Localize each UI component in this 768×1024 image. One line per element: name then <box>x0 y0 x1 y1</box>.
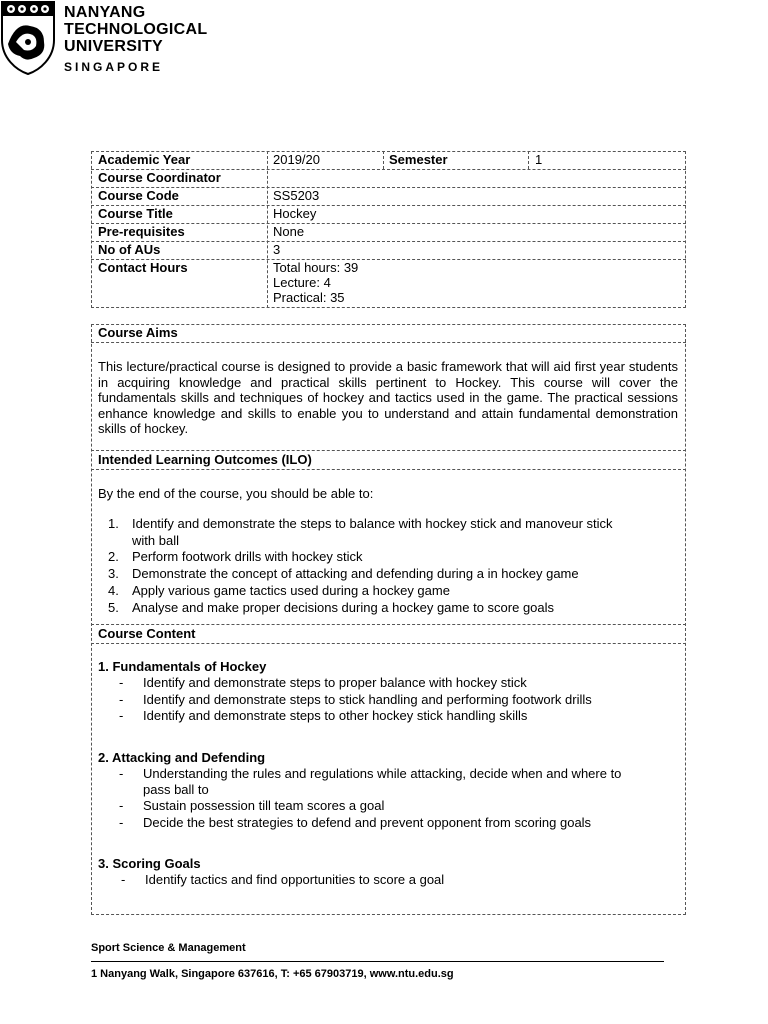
ilo-item-number: 3. <box>108 566 119 581</box>
ilo-item-continuation: with ball <box>132 533 179 548</box>
logo-line-2: TECHNOLOGICAL <box>64 21 208 38</box>
ilo-item: Identify and demonstrate the steps to balance with hockey stick and manoveur stick <box>132 516 613 531</box>
footer-department: Sport Science & Management <box>91 942 246 954</box>
ilo-heading: Intended Learning Outcomes (ILO) <box>98 452 312 467</box>
course-title-value: Hockey <box>273 206 317 221</box>
content-section-title: 1. Fundamentals of Hockey <box>98 659 267 674</box>
logo-line-4: SINGAPORE <box>64 60 164 74</box>
course-content-heading: Course Content <box>98 626 196 641</box>
content-item-continuation: pass ball to <box>143 782 209 797</box>
content-item: Identify and demonstrate steps to proper balance with hockey stick <box>143 675 527 690</box>
bullet-dash: - <box>119 675 124 690</box>
ilo-item-number: 2. <box>108 549 119 564</box>
course-code-value: SS5203 <box>273 188 320 203</box>
course-title-label: Course Title <box>98 206 173 221</box>
content-section-title: 2. Attacking and Defending <box>98 750 266 765</box>
footer-address: 1 Nanyang Walk, Singapore 637616, T: +65 67903719, www.ntu.edu.sg <box>91 968 454 980</box>
aus-value: 3 <box>273 242 281 257</box>
contact-lecture-hours: Lecture: 4 <box>273 275 331 290</box>
contact-practical-hours: Practical: 35 <box>273 290 345 305</box>
ilo-item-number: 4. <box>108 583 119 598</box>
university-crest-icon <box>0 0 56 76</box>
contact-total-hours: Total hours: 39 <box>273 260 359 275</box>
course-coordinator-label: Course Coordinator <box>98 170 221 185</box>
content-item: Decide the best strategies to defend and prevent opponent from scoring goals <box>143 815 592 830</box>
contact-hours-label: Contact Hours <box>98 260 188 275</box>
course-code-label: Course Code <box>98 188 179 203</box>
content-section-title: 3. Scoring Goals <box>98 856 201 871</box>
ilo-item-number: 5. <box>108 600 119 615</box>
ilo-item: Perform footwork drills with hockey stick <box>132 549 363 564</box>
course-aims-text: This lecture/practical course is designed to provide a basic framework that will aid first year students in acquiring knowledge and practical skills pertinent to Hockey. This course will cover the fundamentals skills and techniques of hockey and tactics used in the game. The practical sessions enhance knowledge and skills to enable you to understand and attain fundamental demonstration skills of hockey. <box>98 359 678 436</box>
content-item: Understanding the rules and regulations while attacking, decide when and where to <box>143 766 622 781</box>
academic-year-label: Academic Year <box>98 152 191 167</box>
ntu-logo <box>0 0 210 80</box>
ilo-item-number: 1. <box>108 516 119 531</box>
bullet-dash: - <box>121 872 126 887</box>
prerequisites-value: None <box>273 224 305 239</box>
academic-year-value: 2019/20 <box>273 152 320 167</box>
bullet-dash: - <box>119 692 124 707</box>
ilo-intro: By the end of the course, you should be able to: <box>98 486 374 501</box>
prerequisites-label: Pre-requisites <box>98 224 185 239</box>
course-aims-heading: Course Aims <box>98 325 178 340</box>
semester-value: 1 <box>535 152 543 167</box>
ilo-item: Analyse and make proper decisions during a hockey game to score goals <box>132 600 555 615</box>
logo-line-1: NANYANG <box>64 4 146 21</box>
logo-line-3: UNIVERSITY <box>64 38 164 55</box>
aus-label: No of AUs <box>98 242 161 257</box>
content-item: Identify and demonstrate steps to other hockey stick handling skills <box>143 708 528 723</box>
bullet-dash: - <box>119 798 124 813</box>
semester-label: Semester <box>389 152 448 167</box>
ilo-item: Apply various game tactics used during a hockey game <box>132 583 450 598</box>
content-item: Sustain possession till team scores a goal <box>143 798 385 813</box>
ilo-item: Demonstrate the concept of attacking and defending during a in hockey game <box>132 566 579 581</box>
content-item: Identify tactics and find opportunities to score a goal <box>145 872 445 887</box>
bullet-dash: - <box>119 766 124 781</box>
content-item: Identify and demonstrate steps to stick handling and performing footwork drills <box>143 692 592 707</box>
bullet-dash: - <box>119 815 124 830</box>
logo-text <box>64 4 207 74</box>
footer-divider <box>91 961 664 962</box>
bullet-dash: - <box>119 708 124 723</box>
